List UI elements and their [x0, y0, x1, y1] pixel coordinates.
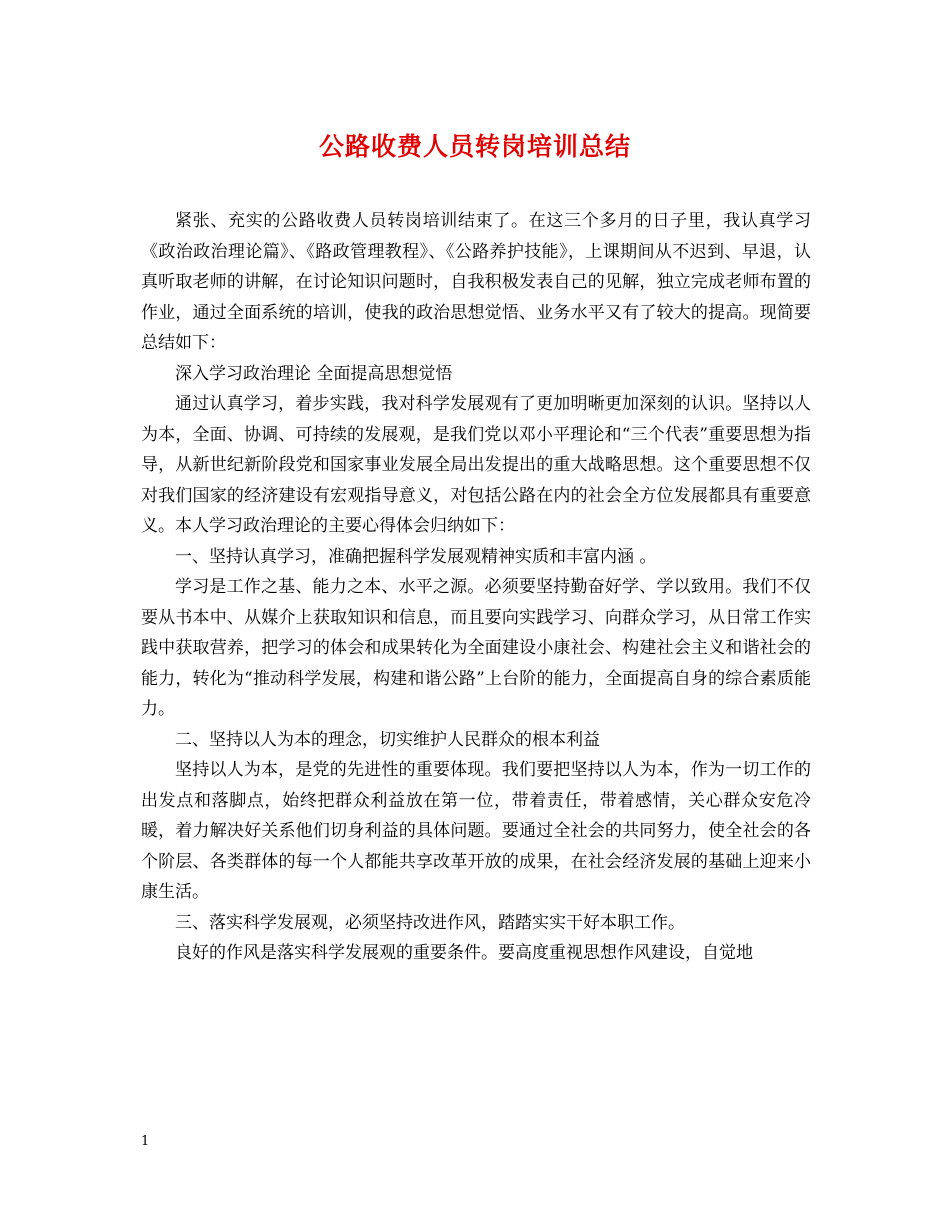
point-heading-2: 二、坚持以人为本的理念，切实维护人民群众的根本利益 [175, 729, 600, 750]
paragraph-point-1: 学习是工作之基、能力之本、水平之源。必须要坚持勤奋好学、学以致用。我们不仅要从书本中、从媒介上获取知识和信息，而且要向实践学习、向群众学习，从日常工作实践中获取营养，把学习的体会和成果转化为全面建设小康社会、构建社会主义和谐社会的能力，转化为“推动科学发展，构建和谐公路”上台阶的能力，全面提高自身的综合素质能力。 [141, 577, 811, 719]
document-body [141, 206, 811, 969]
section-heading-politics: 深入学习政治理论 全面提高思想觉悟 [175, 363, 453, 384]
paragraph-intro: 紧张、充实的公路收费人员转岗培训结束了。在这三个多月的日子里，我认真学习《政治政治理论篇》、《路政管理教程》、《公路养护技能》，上课期间从不迟到、早退，认真听取老师的讲解，在讨论知识问题时，自我积极发表自己的见解，独立完成老师布置的作业，通过全面系统的培训，使我的政治思想觉悟、业务水平又有了较大的提高。现简要总结如下： [141, 211, 811, 353]
paragraph-point-2: 坚持以人为本，是党的先进性的重要体现。我们要把坚持以人为本，作为一切工作的出发点和落脚点，始终把群众利益放在第一位，带着责任，带着感情，关心群众安危冷暖，着力解决好关系他们切身利益的具体问题。要通过全社会的共同努力，使全社会的各个阶层、各类群体的每一个人都能共享改革开放的成果，在社会经济发展的基础上迎来小康生活。 [141, 760, 811, 902]
point-heading-1: 一、坚持认真学习，准确把握科学发展观精神实质和丰富内涵 。 [175, 546, 657, 567]
page-number: 1 [141, 1134, 150, 1149]
point-heading-3: 三、落实科学发展观，必须坚持改进作风，踏踏实实干好本职工作。 [175, 912, 685, 933]
paragraph-politics: 通过认真学习，着步实践，我对科学发展观有了更加明晰更加深刻的认识。坚持以人为本，全面、协调、可持续的发展观，是我们党以邓小平理论和“三个代表”重要思想为指导，从新世纪新阶段党和国家事业发展全局出发提出的重大战略思想。这个重要思想不仅对我们国家的经济建设有宏观指导意义，对包括公路在内的社会全方位发展都具有重要意义。本人学习政治理论的主要心得体会归纳如下： [141, 394, 811, 536]
paragraph-point-3: 良好的作风是落实科学发展观的重要条件。要高度重视思想作风建设，自觉地 [175, 943, 753, 963]
document-title: 公路收费人员转岗培训总结 [318, 132, 631, 161]
